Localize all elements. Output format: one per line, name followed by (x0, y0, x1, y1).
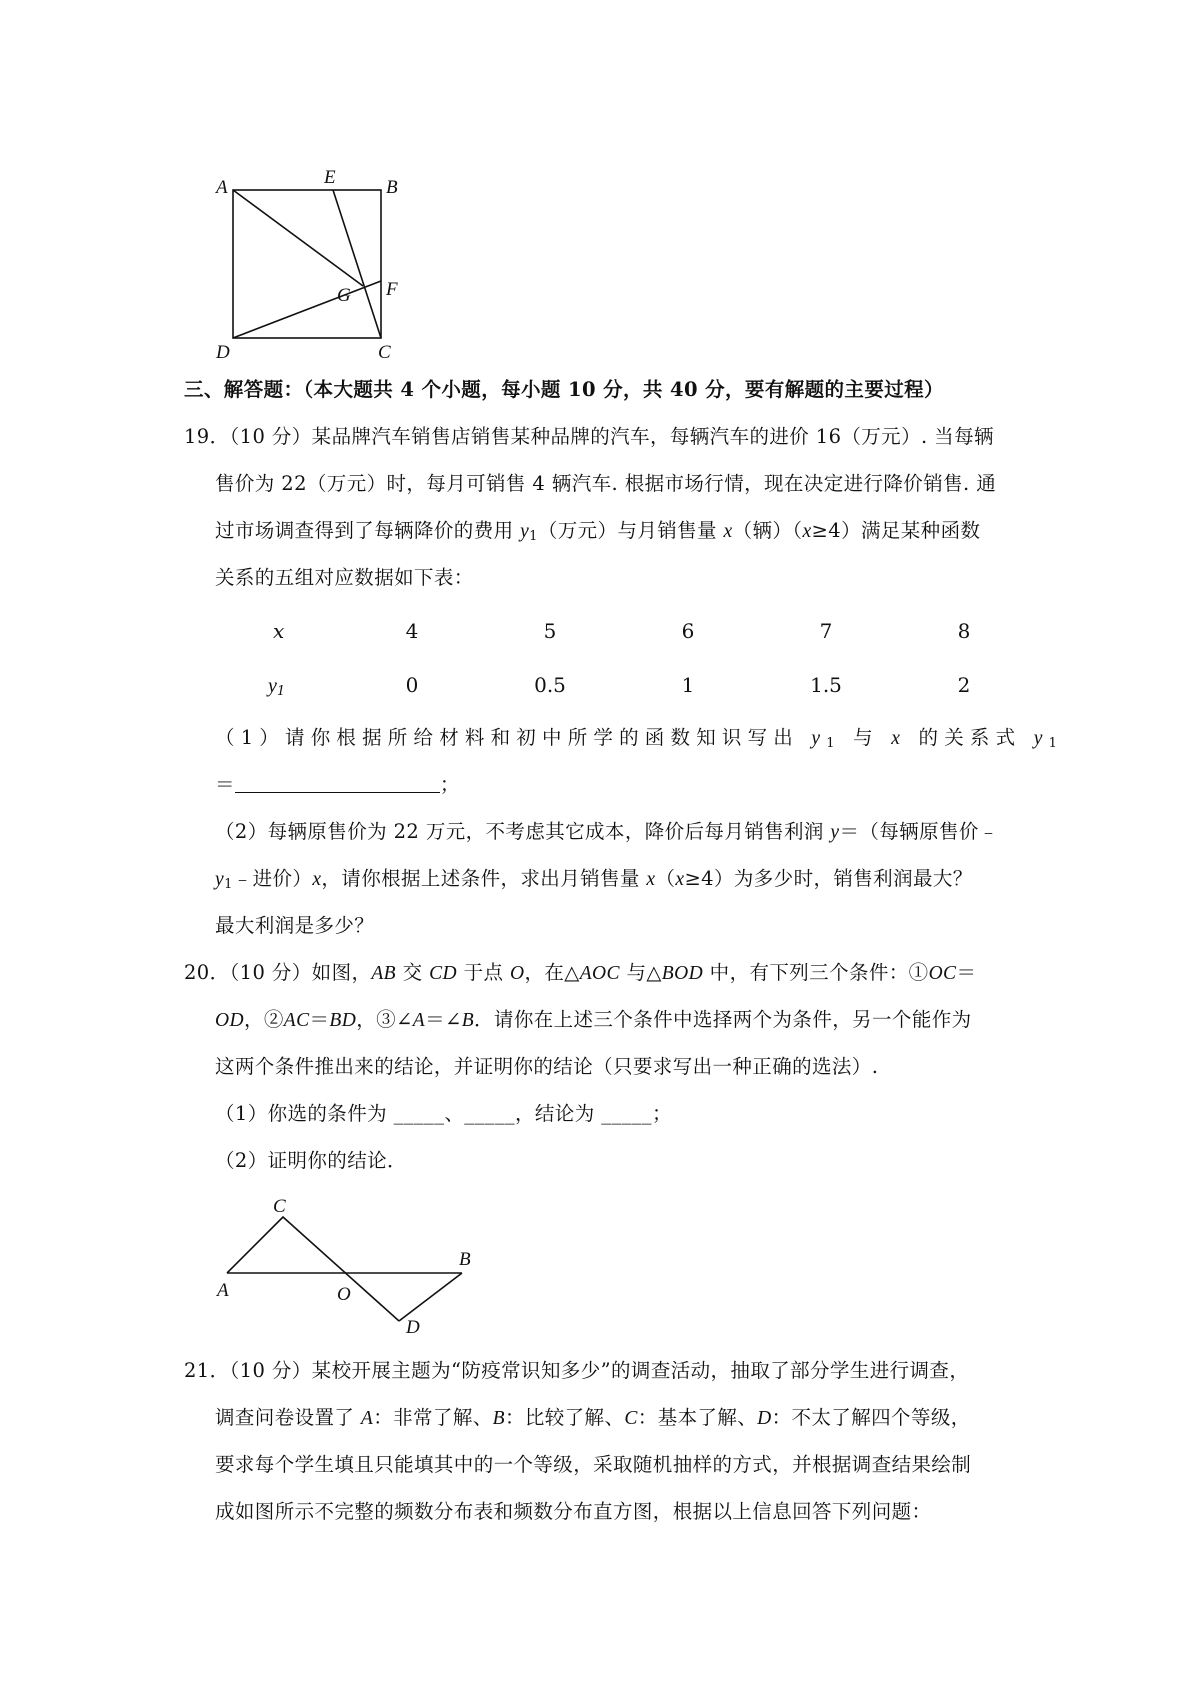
segment-dg (233, 281, 381, 338)
q20-part2: （2）证明你的结论． (215, 1149, 407, 1172)
table-x-value: 7 (819, 619, 833, 643)
q21-line-4: 成如图所示不完整的频数分布表和频数分布直方图，根据以上信息回答下列问题： (215, 1500, 932, 1523)
q19-part2-line-2: $y_1﹣$进价）x，请你根据上述条件，求出月销售量 x（x≥4）为多少时，销售利润最大？ (215, 867, 973, 892)
answer-blank[interactable] (235, 772, 440, 793)
q21-line-2: 调查问卷设置了 A：非常了解、B：比较了解、C：基本了解、D：不太了解四个等级， (215, 1406, 971, 1429)
section-heading: 三、解答题：（本大题共 4 个小题，每小题 10 分，共 40 分，要有解题的主要过程） (184, 378, 944, 401)
label-f: F (386, 279, 398, 300)
q19-part1-line-1: （1）请你根据所给材料和初中所学的函数知识写出 $y_1$ 与 x 的关系式 $y_1$ (215, 726, 1064, 751)
table-x-value: 4 (405, 619, 419, 643)
q20-line-3: 这两个条件推出来的结论，并证明你的结论（只要求写出一种正确的选法）. (215, 1055, 879, 1078)
label-b: B (386, 177, 398, 198)
table-y-value: 1 (681, 673, 695, 697)
q19-part2-line-3: 最大利润是多少？ (215, 914, 375, 937)
segment-ec (333, 190, 381, 338)
q19-line-1: 19．（10 分）某品牌汽车销售店销售某种品牌的汽车，每辆汽车的进价 16（万元）. 当每辆 (184, 425, 994, 448)
table-y-value: 0 (405, 673, 419, 697)
label-d: D (406, 1317, 420, 1335)
q19-line-3: 过市场调查得到了每辆降价的费用 $y_1$（万元）与月销售量 x（辆）（x≥4）满足某种函数 (215, 519, 981, 544)
q19-part2-line-1: （2）每辆原售价为 22 万元，不考虑其它成本，降价后每月销售利润 y＝（每辆原售价﹣ (215, 820, 999, 843)
label-g: G (337, 285, 351, 306)
label-c: C (378, 342, 391, 360)
square-figure (200, 160, 400, 360)
square-abcd (233, 190, 381, 338)
label-e: E (324, 167, 336, 188)
table-y-label: $y_1$ (268, 675, 286, 699)
label-a: A (216, 177, 228, 198)
q20-line-1: 20．（10 分）如图，AB 交 CD 于点 O，在△AOC 与△BOD 中，有下列三个条件：①OC＝ (184, 961, 977, 984)
q19-line-4: 关系的五组对应数据如下表： (215, 566, 474, 589)
segment-bd (399, 1273, 462, 1321)
table-x-value: 6 (681, 619, 695, 643)
q21-line-3: 要求每个学生填且只能填其中的一个等级，采取随机抽样的方式，并根据调查结果绘制 (215, 1453, 972, 1476)
label-b: B (459, 1249, 471, 1270)
segment-ag (233, 190, 363, 286)
q20-part1: （1）你选的条件为 _____、_____，结论为 _____； (215, 1102, 672, 1125)
table-y-value: 1.5 (810, 673, 842, 697)
q19-part1-line-2: ＝ ； (215, 773, 460, 796)
table-x-label: x (273, 619, 285, 643)
q19-line-2: 售价为 22（万元）时，每月可销售 4 辆汽车. 根据市场行情，现在决定进行降价销售. 通 (215, 472, 997, 495)
label-o: O (337, 1284, 351, 1305)
table-x-value: 5 (543, 619, 557, 643)
q20-line-2: OD，②AC＝BD，③∠A＝∠B．请你在上述三个条件中选择两个为条件，另一个能作为 (215, 1008, 972, 1031)
table-x-value: 8 (957, 619, 971, 643)
bowtie-figure (205, 1195, 485, 1335)
table-y-value: 2 (957, 673, 971, 697)
table-y-value: 0.5 (534, 673, 566, 697)
label-d: D (216, 342, 230, 360)
q21-line-1: 21．（10 分）某校开展主题为“防疫常识知多少”的调查活动，抽取了部分学生进行调查， (184, 1359, 970, 1382)
label-a: A (217, 1280, 229, 1301)
label-c: C (273, 1196, 286, 1217)
segment-a-c-o-d (227, 1217, 399, 1321)
